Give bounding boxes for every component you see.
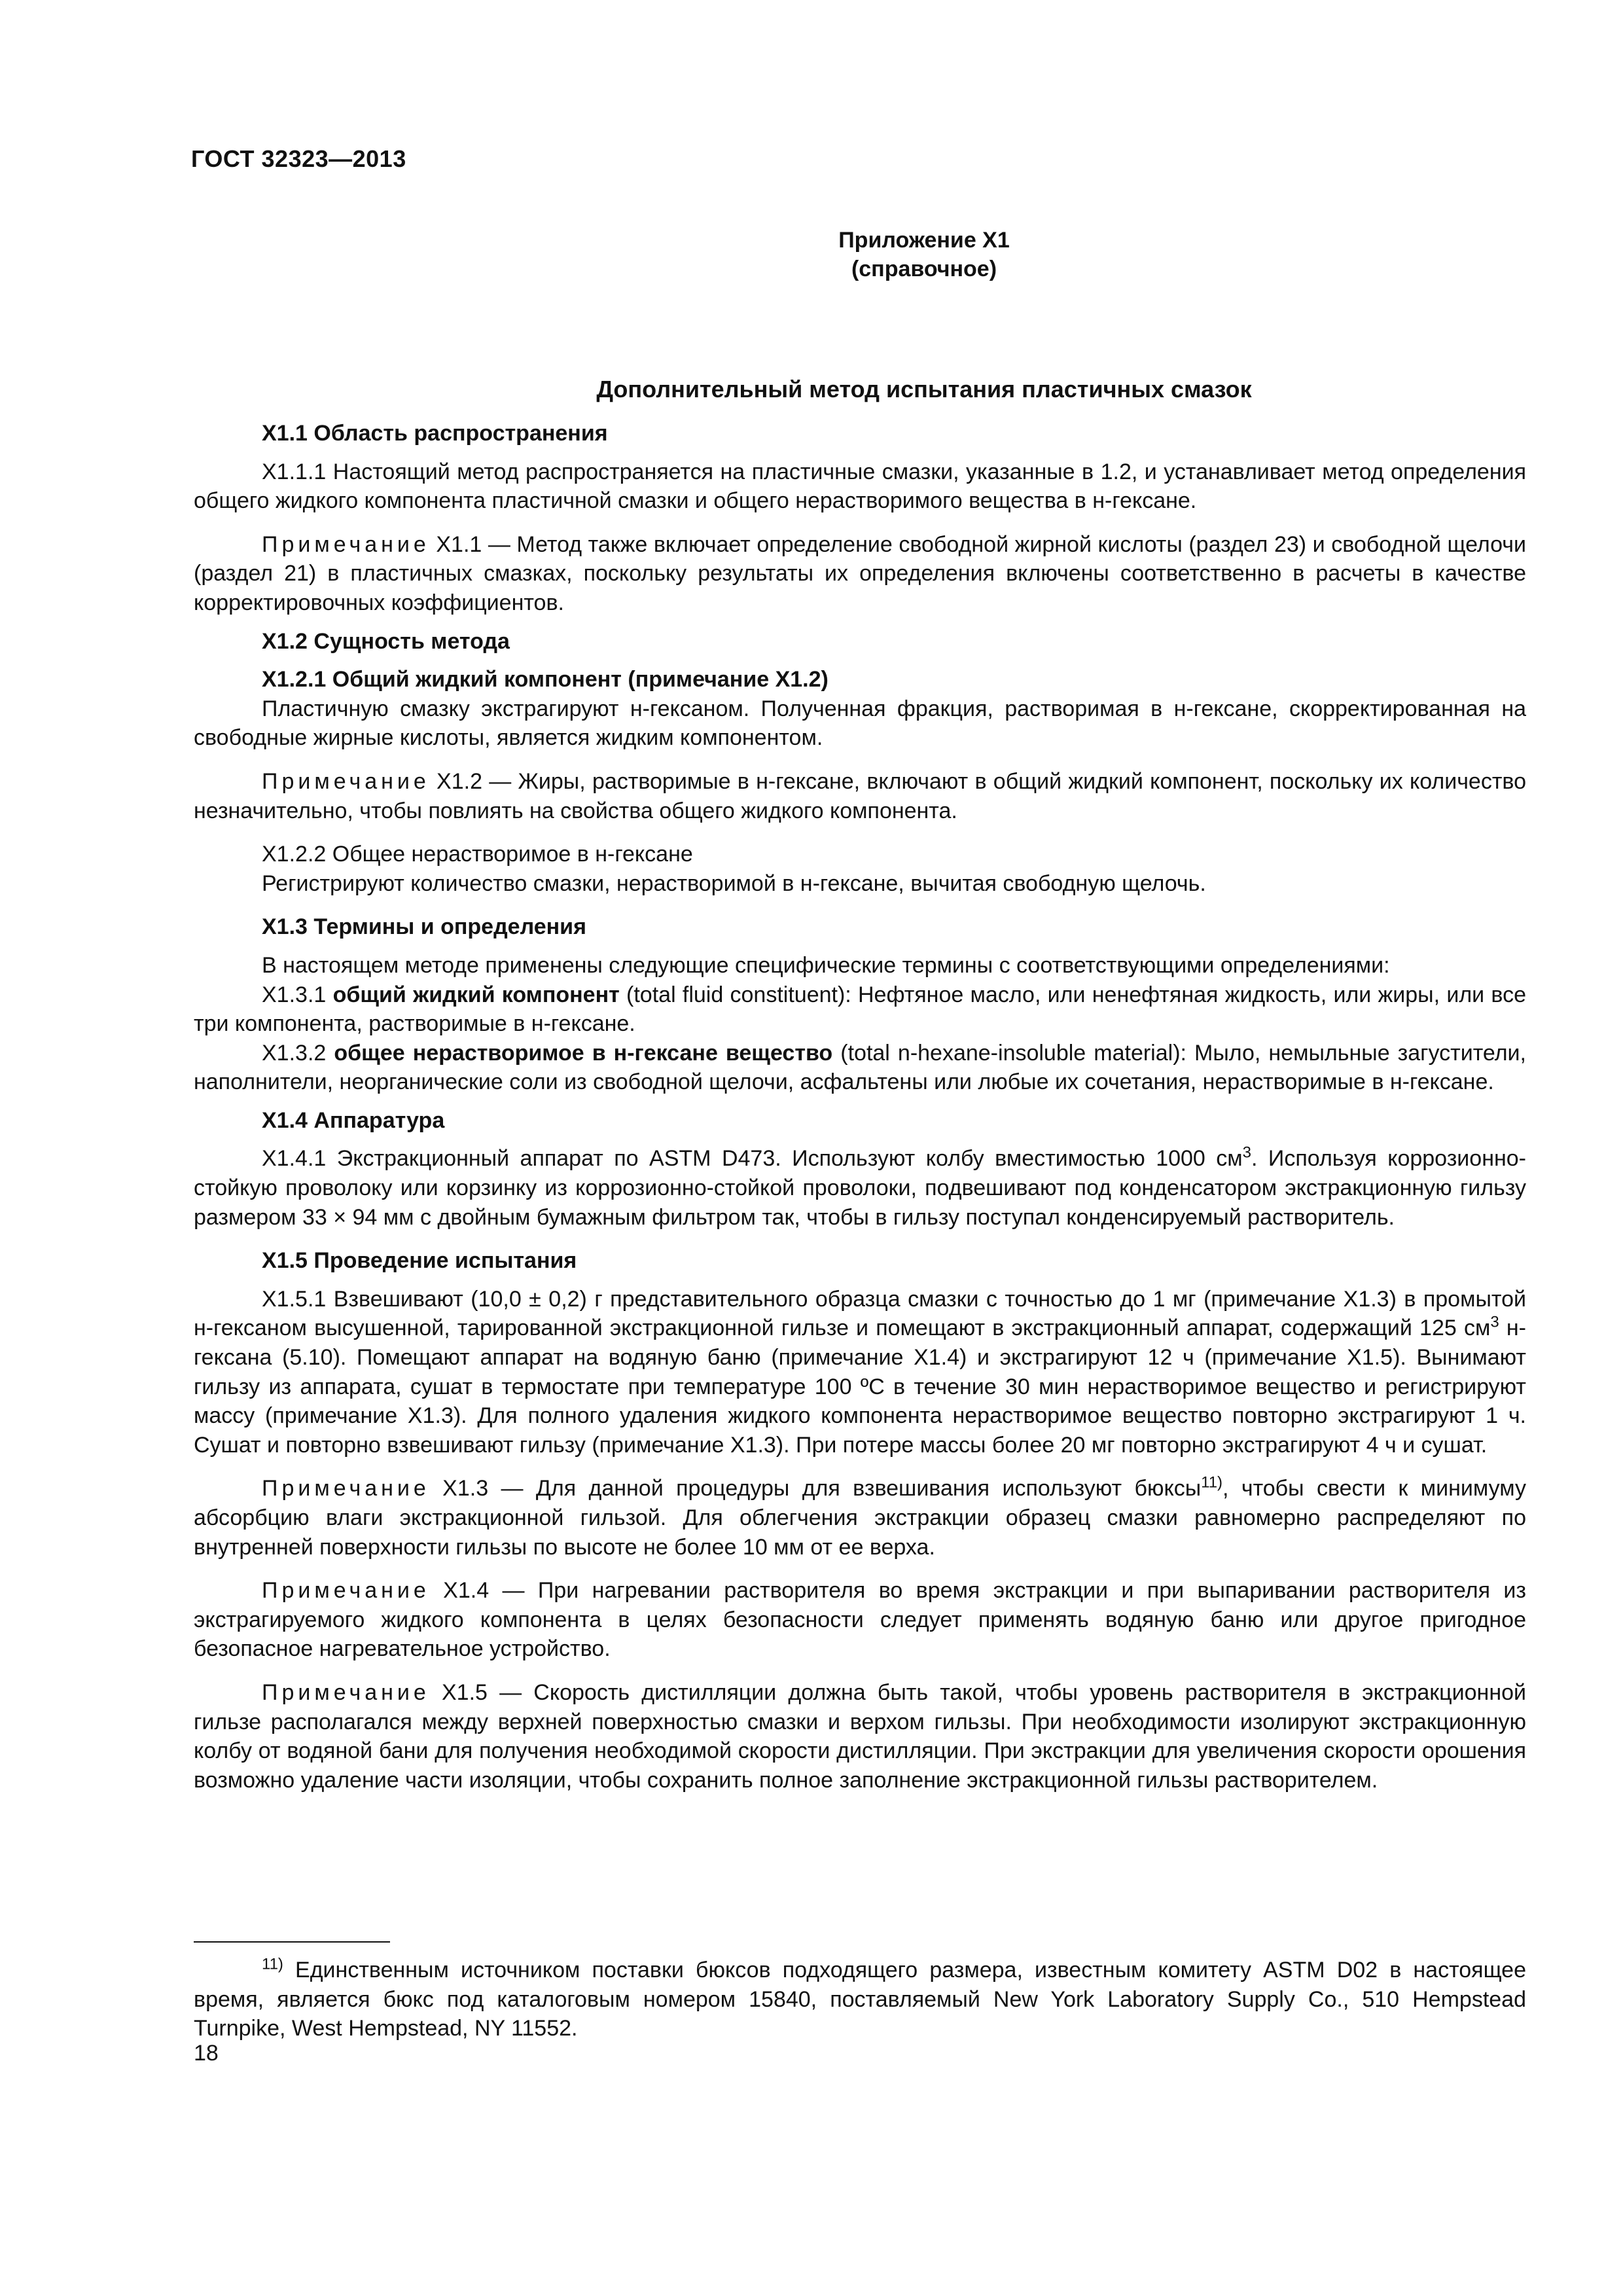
note-text: Х1.1 — Метод также включает определение свободной жирной кислоты (раздел 23) и свободной щелочи (раздел 21) в пластичных смазках, поскольку результаты их определения включены соответственно в расчеты в качестве корректировочных коэффициентов. <box>194 531 1526 615</box>
superscript: 3 <box>1242 1144 1252 1162</box>
note-label: Примечание <box>262 1578 430 1604</box>
note <box>194 767 1526 825</box>
subsection-heading: Х1.2.1 Общий жидкий компонент (примечание Х1.2) <box>262 667 829 692</box>
note-text: Х1.4 — При нагревании растворителя во время экстракции и при выпаривании растворителя из экстрагируемого жидкого компонента в целях безопасности следует применять водяную баню или другое пригодное безопасное нагревательное устройство. <box>194 1578 1526 1662</box>
footnote-mark: 11) <box>262 1955 283 1973</box>
section-heading: Х1.5 Проведение испытания <box>262 1248 577 1274</box>
note-text: Х1.3 — Для данной процедуры для взвешивания используют бюксы <box>429 1476 1202 1501</box>
page-number: 18 <box>194 2041 219 2066</box>
note-label: Примечание <box>262 1476 430 1501</box>
term: общее нерастворимое в н-гексане вещество <box>334 1040 833 1066</box>
term: общий жидкий компонент <box>332 982 620 1007</box>
term-number: Х1.3.1 <box>262 982 333 1007</box>
text: . Используя коррозионно-стойкую проволоку или корзинку из коррозионно-стойкой проволоки, подвешивают под конденсатором экстракционную гильзу размером 33 × 94 мм с двойным бумажным фильтром так, чтобы в гильзу поступал конденсируемый растворитель. <box>194 1146 1526 1230</box>
term-definition <box>194 980 1526 1039</box>
note <box>194 1678 1526 1795</box>
paragraph <box>194 1285 1526 1460</box>
section-heading: Х1.2 Сущность метода <box>262 628 510 654</box>
footnote-divider <box>194 1941 390 1943</box>
footnote-ref: 11) <box>1201 1474 1223 1492</box>
subsection-heading: Х1.2.2 Общее нерастворимое в н-гексане <box>262 842 693 867</box>
paragraph: В настоящем методе применены следующие специфические термины с соответствующими определениями: <box>262 952 1390 978</box>
note-text: Х1.2 — Жиры, растворимые в н-гексане, включают в общий жидкий компонент, поскольку их количество незначительно, чтобы повлиять на свойства общего жидкого компонента. <box>194 768 1526 823</box>
note <box>194 530 1526 618</box>
text: н-гексана (5.10). Помещают аппарат на водяную баню (примечание Х1.4) и экстрагируют 12 ч (примечание Х1.5). Вынимают гильзу из аппарата, сушат в термостате при температуре 100 ºС в течение 30 мин нерастворимое вещество и регистрируют массу (примечание Х1.3). Для полного удаления жидкого компонента нерастворимое вещество повторно экстрагируют 1 ч. Сушат и повторно взвешивают гильзу (примечание Х1.3). При потере массы более 20 мг повторно экстрагируют 4 ч и сушат. <box>194 1316 1526 1458</box>
section-heading: Х1.1 Область распространения <box>262 421 608 446</box>
document-body <box>194 419 1526 1795</box>
footnote-text: Единственным источником поставки бюксов подходящего размера, известным комитету ASTM D02 в настоящее время, является бюкс под каталоговым номером 15840, поставляемый New York Laboratory Supply Co., 510 Hempstead Turnpike, West Hempstead, NY 11552. <box>194 1958 1526 2041</box>
section-heading: Х1.4 Аппаратура <box>262 1107 445 1133</box>
paragraph: Пластичную смазку экстрагируют н-гексаном. Полученная фракция, растворимая в н-гексане, скорректированная на свободные жирные кислоты, является жидким компонентом. <box>194 696 1526 751</box>
annex-heading: Дополнительный метод испытания пластичных смазок <box>596 376 1252 403</box>
standard-header: ГОСТ 32323—2013 <box>191 145 406 172</box>
annex-title: Приложение Х1 <box>838 228 1010 253</box>
note-label: Примечание <box>262 768 430 794</box>
footnote <box>194 1956 1526 2043</box>
note-label: Примечание <box>262 531 430 557</box>
term-definition <box>194 1039 1526 1097</box>
text: Х1.4.1 Экстракционный аппарат по ASTM D473. Используют колбу вместимостью 1000 см <box>262 1146 1243 1172</box>
annex-status: (справочное) <box>851 257 997 281</box>
superscript: 3 <box>1490 1314 1499 1332</box>
paragraph: Х1.1.1 Настоящий метод распространяется на пластичные смазки, указанные в 1.2, и устанавливает метод определения общего жидкого компонента пластичной смазки и общего нерастворимого вещества в н-гексане. <box>194 459 1526 514</box>
section-heading: Х1.3 Термины и определения <box>262 914 586 940</box>
term-text: (total n-hexane-insoluble material): Мыло, немыльные загустители, наполнители, неорганические соли из свободной щелочи, асфальтены или любые их сочетания, нерастворимые в н-гексане. <box>194 1040 1526 1095</box>
text: Х1.5.1 Взвешивают (10,0 ± 0,2) г представительного образца смазки с точностью до 1 мг (примечание Х1.3) в промытой н-гексаном высушенной, тарированной экстракционной гильзе и помещают в экстракционный аппарат, содержащий 125 см <box>194 1286 1526 1341</box>
note <box>194 1576 1526 1664</box>
paragraph <box>194 1144 1526 1232</box>
paragraph: Регистрируют количество смазки, нерастворимой в н-гексане, вычитая свободную щелочь. <box>262 870 1206 896</box>
note-text: , чтобы свести к минимуму абсорбцию влаги экстракционной гильзой. Для облегчения экстракции образец смазки равномерно распределяют по внутренней поверхности гильзы по высоте не более 10 мм от ее верха. <box>194 1476 1526 1560</box>
note <box>194 1474 1526 1562</box>
note-label: Примечание <box>262 1679 430 1705</box>
term-number: Х1.3.2 <box>262 1040 334 1066</box>
term-text: (total fluid constituent): Нефтяное масло, или ненефтяная жидкость, или жиры, или все три компонента, растворимые в н-гексане. <box>194 982 1527 1037</box>
note-text: Х1.5 — Скорость дистилляции должна быть такой, чтобы уровень растворителя в экстракционной гильзе располагался между верхней поверхностью смазки и верхом гильзы. При необходимости изолируют экстракционную колбу от водяной бани для получения необходимой скорости дистилляции. При экстракции для увеличения скорости орошения возможно удаление части изоляции, чтобы сохранить полное заполнение экстракционной гильзы растворителем. <box>194 1679 1526 1793</box>
